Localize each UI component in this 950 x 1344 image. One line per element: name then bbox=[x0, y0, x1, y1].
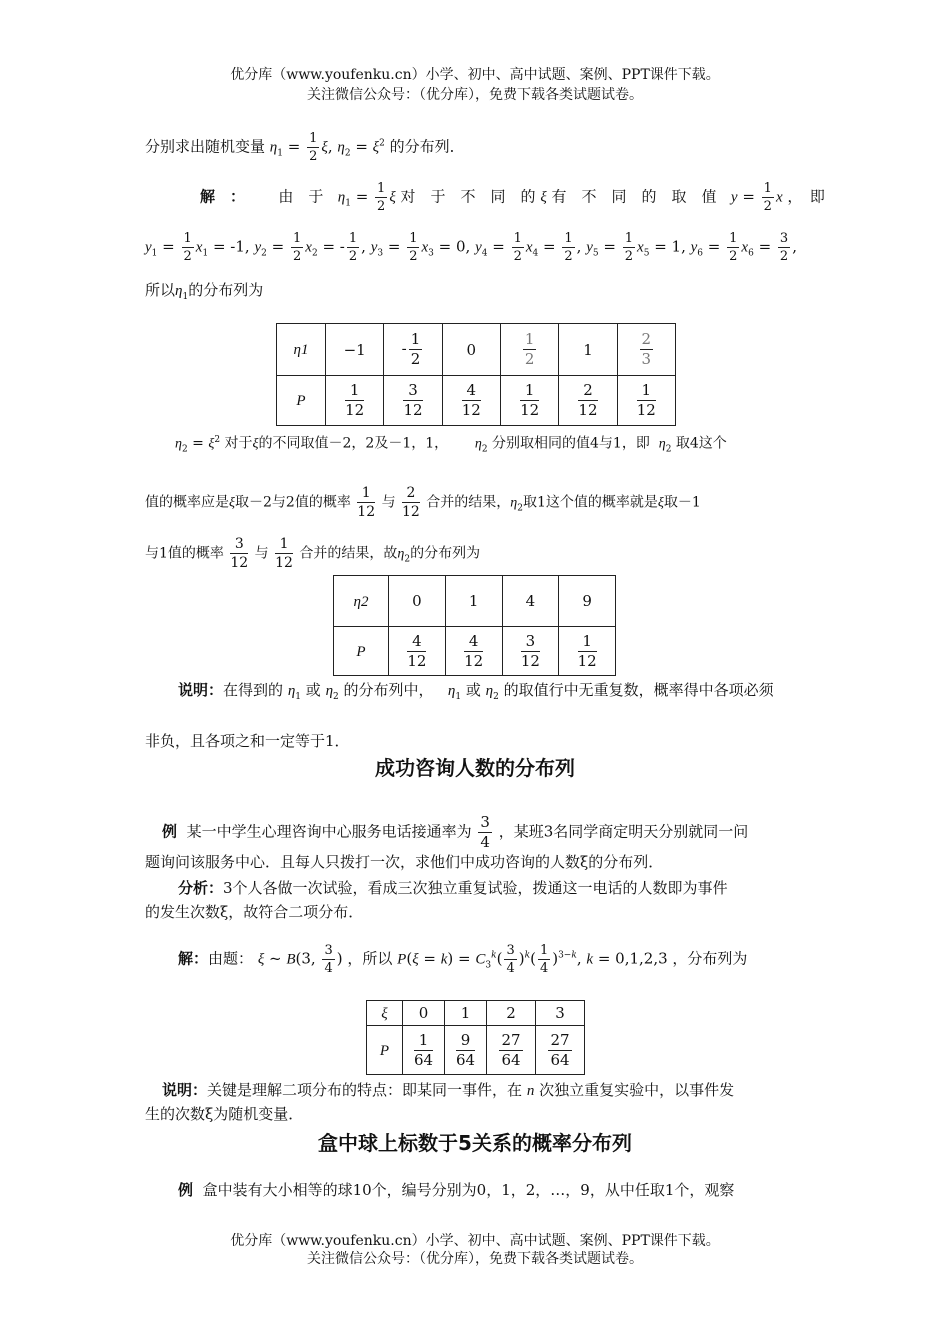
analysis-line-2: 的发生次数ξ，故符合二项分布． bbox=[145, 903, 364, 921]
eta1-dist-intro: 所以$\eta_1$的分布列为 bbox=[145, 281, 264, 302]
solution-line: 解 ： 由 于 $\eta_1$ = $\frac{1}{2}$ ξ 对 于 不 同 的 ξ 有 不 同 的 取 值 y = $\frac{1}{2}$ x ， 即 bbox=[200, 181, 825, 214]
table-cell: $\frac{4}{12}$ bbox=[445, 627, 502, 676]
table-cell: $\frac{3}{12}$ bbox=[502, 627, 559, 676]
table-cell: 0 bbox=[442, 324, 500, 376]
table-cell: $\frac{2}{3}$ bbox=[617, 324, 675, 376]
table-cell: −1 bbox=[326, 324, 384, 376]
table-cell: 4 bbox=[502, 576, 559, 627]
section-3-title: 盒中球上标数于5关系的概率分布列 bbox=[318, 1131, 632, 1155]
table-cell: $\frac{9}{64}$ bbox=[445, 1026, 487, 1075]
table-cell: 0 bbox=[403, 1001, 445, 1026]
header-line-1: 优分库（www.youfenku.cn）小学、初中、高中试题、案例、PPT课件下载。 bbox=[230, 67, 720, 83]
footer-line-1: 优分库（www.youfenku.cn）小学、初中、高中试题、案例、PPT课件下载。 bbox=[230, 1233, 720, 1249]
table-cell: 1 bbox=[445, 576, 502, 627]
table-cell: 1 bbox=[559, 324, 617, 376]
table-row bbox=[367, 1001, 585, 1026]
table-label-cell: η1 bbox=[277, 324, 326, 376]
table-cell: $\frac{1}{2}$ bbox=[500, 324, 558, 376]
table-cell: $\frac{1}{12}$ bbox=[500, 376, 558, 426]
xi-distribution-table bbox=[366, 1000, 585, 1075]
table-cell: - $\frac{1}{2}$ bbox=[384, 324, 442, 376]
example-3-line-1: 例 盒中装有大小相等的球10个，编号分别为0，1，2，…，9，从中任取1个，观察 bbox=[178, 1181, 735, 1199]
table-cell: $\frac{27}{64}$ bbox=[535, 1026, 584, 1075]
table-label-cell: P bbox=[367, 1026, 403, 1075]
header-line-2: 关注微信公众号：（优分库），免费下载各类试题试卷。 bbox=[307, 87, 643, 103]
table-label-cell: P bbox=[334, 627, 389, 676]
table-label-cell: η2 bbox=[334, 576, 389, 627]
table-row bbox=[367, 1026, 585, 1075]
note-1-line-1: 说明：在得到的 $\eta_1$ 或 $\eta_2$ 的分布列中， $\eta_1$ 或 $\eta_2$ 的取值行中无重复数，概率得中各项必须 bbox=[178, 681, 774, 702]
eta2-explain-line-2: 值的概率应是ξ取－2与2值的概率 $\frac{1}{12}$ 与 $\frac{2}{12}$ 合并的结果，$\eta_2$取1这个值的概率就是ξ取－1 bbox=[145, 485, 701, 520]
table-cell: $\frac{3}{12}$ bbox=[384, 376, 442, 426]
table-row bbox=[334, 576, 616, 627]
eta2-explain-line-1: $\eta_2 = \xi^2$ 对于ξ的不同取值－2，2及－1，1， $\eta_2$ 分别取相同的值4与1，即 $\eta_2$ 取4这个 bbox=[175, 435, 727, 455]
section-2-title: 成功咨询人数的分布列 bbox=[375, 756, 575, 780]
table-row bbox=[334, 627, 616, 676]
footer-line-2: 关注微信公众号：（优分库），免费下载各类试题试卷。 bbox=[307, 1251, 643, 1267]
table-cell: 0 bbox=[389, 576, 446, 627]
table-cell: $\frac{1}{64}$ bbox=[403, 1026, 445, 1075]
eta1-distribution-table bbox=[276, 323, 676, 426]
table-cell: 3 bbox=[535, 1001, 584, 1026]
example-2-line-1: 例 某一中学生心理咨询中心服务电话接通率为 $\frac{3}{4}$ ，某班3名同学商定明天分别就同一问 bbox=[162, 813, 749, 851]
y-values-equation: $y_1$ = $\frac{1}{2}$ $x_1 = -1$, $y_2$ = $\frac{1}{2}$ $x_2$ = - $\frac{1}{2}$ , $y_3$ = $\frac{1}{2}$ $x_3 = 0$, $y_4$ = $\frac{1}{2}$ $x_4$ = $\frac{1}{2}$ , $y_5$ = $\frac{1}{2}$ $x_5 = 1$, $y_6$ = $\frac{1}{2}$ $x_6$ = $\frac{3}{2}$ , bbox=[145, 231, 797, 264]
table-label-cell: ξ bbox=[367, 1001, 403, 1026]
note-1-line-2: 非负，且各项之和一定等于1． bbox=[145, 732, 350, 750]
eta2-distribution-table bbox=[333, 575, 616, 676]
table-row bbox=[277, 324, 676, 376]
table-label-cell: P bbox=[277, 376, 326, 426]
note-2-line-2: 生的次数ξ为随机变量． bbox=[145, 1105, 304, 1123]
table-cell: $\frac{1}{12}$ bbox=[617, 376, 675, 426]
table-cell: 1 bbox=[445, 1001, 487, 1026]
eta2-explain-line-3: 与1值的概率 $\frac{3}{12}$ 与 $\frac{1}{12}$ 合并的结果，故$\eta_2$的分布列为 bbox=[145, 536, 481, 571]
table-cell: $\frac{4}{12}$ bbox=[442, 376, 500, 426]
solution-2-line: 解：由题： ξ ~ B(3, $\frac{3}{4}$ ) ，所以 $P(\xi = k) = C_3^k$( $\frac{3}{4}$ )$^k$( $\frac{1}{4}$ )$^{3-k}$, k = 0,1,2,3 ，分布列为 bbox=[178, 943, 748, 976]
table-cell: $\frac{1}{12}$ bbox=[559, 627, 616, 676]
table-cell: 9 bbox=[559, 576, 616, 627]
note-2-line-1: 说明：关键是理解二项分布的特点：即某同一事件，在 n 次独立重复实验中，以事件发 bbox=[162, 1081, 735, 1099]
table-cell: $\frac{2}{12}$ bbox=[559, 376, 617, 426]
table-cell: $\frac{4}{12}$ bbox=[389, 627, 446, 676]
intro-line: 分别求出随机变量 $\eta_1$ = $\frac{1}{2}$ ξ, $\eta_2 = \xi^2$ 的分布列． bbox=[145, 131, 465, 164]
table-cell: 2 bbox=[487, 1001, 536, 1026]
example-2-line-2: 题询问该服务中心．且每人只拨打一次，求他们中成功咨询的人数ξ的分布列． bbox=[145, 853, 664, 871]
analysis-line-1: 分析：3个人各做一次试验，看成三次独立重复试验，拨通这一电话的人数即为事件 bbox=[178, 879, 728, 897]
table-cell: $\frac{1}{12}$ bbox=[326, 376, 384, 426]
table-row bbox=[277, 376, 676, 426]
table-cell: $\frac{27}{64}$ bbox=[487, 1026, 536, 1075]
